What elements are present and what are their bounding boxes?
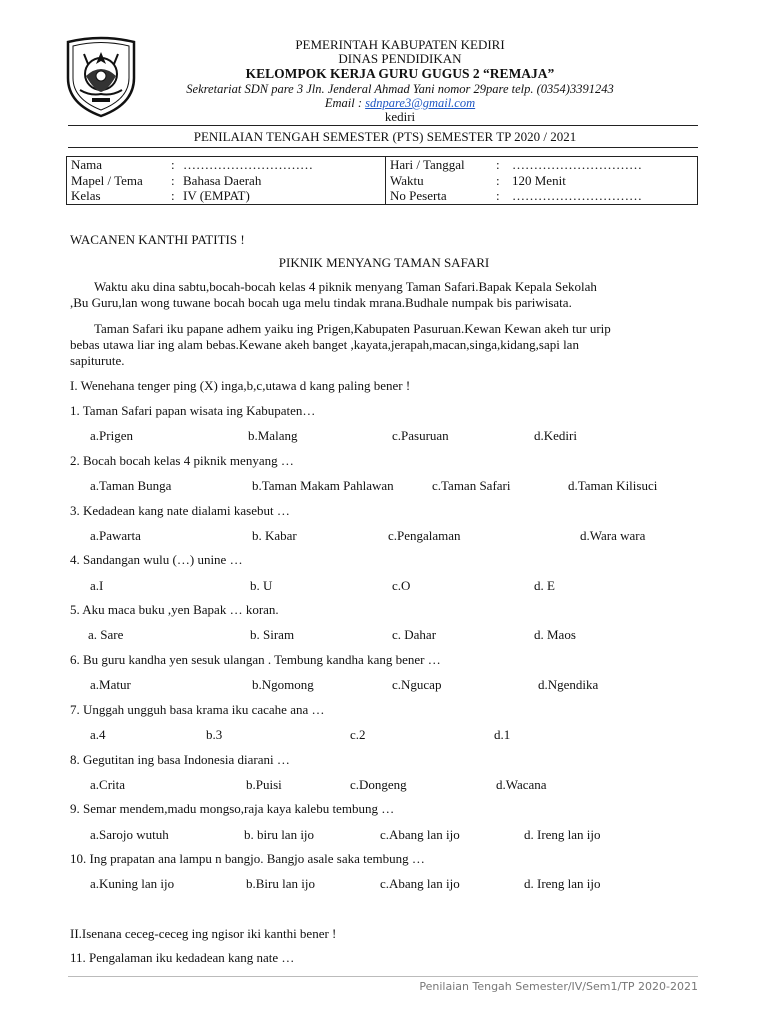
- info-row-class: [71, 188, 381, 204]
- info-sep: :: [171, 157, 175, 172]
- header-address: Sekretariat SDN pare 3 Jln. Jenderal Ahmad Yani nomor 29pare telp. (0354)3391243: [186, 82, 614, 96]
- answer-option[interactable]: c.Ngucap: [392, 677, 442, 692]
- kediri-regency-crest-icon: [62, 34, 140, 118]
- answer-option[interactable]: b.Ngomong: [252, 677, 314, 692]
- header-divider: [68, 125, 698, 126]
- answer-option[interactable]: d. Ireng lan ijo: [524, 827, 601, 842]
- question-text: 1. Taman Safari papan wisata ing Kabupaten…: [70, 403, 316, 418]
- answer-option[interactable]: a.Pawarta: [90, 528, 141, 543]
- reading-instruction: WACANEN KANTHI PATITIS !: [70, 232, 245, 247]
- answer-option[interactable]: d. Maos: [534, 627, 576, 642]
- answer-option[interactable]: c.Taman Safari: [432, 478, 511, 493]
- info-key: No Peserta: [390, 188, 447, 203]
- date-field[interactable]: …………………………: [512, 157, 642, 172]
- header-group: KELOMPOK KERJA GURU GUGUS 2 “REMAJA”: [245, 66, 555, 81]
- answer-option[interactable]: b.Taman Makam Pahlawan: [252, 478, 394, 493]
- info-key: Waktu: [390, 172, 424, 188]
- email-link[interactable]: sdnpare3@gmail.com: [365, 96, 476, 110]
- info-row-name: [71, 157, 381, 173]
- answer-option[interactable]: c.Abang lan ijo: [380, 876, 460, 891]
- answer-option[interactable]: d.Wara wara: [580, 528, 646, 543]
- name-field[interactable]: …………………………: [183, 157, 313, 172]
- answer-option[interactable]: c.Dongeng: [350, 777, 407, 792]
- info-row-subject: [71, 173, 381, 189]
- info-key: Hari / Tanggal: [390, 157, 465, 172]
- section-2-instruction: II.Isenana ceceg-ceceg ing ngisor iki kanthi bener !: [70, 926, 337, 941]
- answer-option[interactable]: a. Sare: [88, 627, 124, 642]
- answer-option[interactable]: b. Kabar: [252, 528, 297, 543]
- answer-option[interactable]: c.Pasuruan: [392, 428, 449, 443]
- answer-option[interactable]: b.Malang: [248, 428, 298, 443]
- paragraph-1-line-2: ,Bu Guru,lan wong tuwane bocah bocah uga melu tindak mrana.Budhale numpak bis pariwisata.: [70, 295, 572, 310]
- question-text: 4. Sandangan wulu (…) unine …: [70, 552, 243, 567]
- info-sep: :: [496, 157, 500, 172]
- paragraph-1-line-1: Waktu aku dina sabtu,bocah-bocah kelas 4 piknik menyang Taman Safari.Bapak Kepala Sekolah: [94, 279, 597, 294]
- header-city: kediri: [384, 109, 416, 124]
- question-text: 7. Unggah ungguh basa krama iku cacahe ana …: [70, 702, 325, 717]
- participant-number-field[interactable]: …………………………: [512, 188, 642, 203]
- answer-option[interactable]: a.Sarojo wutuh: [90, 827, 169, 842]
- answer-option[interactable]: b.3: [206, 727, 223, 742]
- answer-option[interactable]: c.O: [392, 578, 411, 593]
- question-text: 6. Bu guru kandha yen sesuk ulangan . Tembung kandha kang bener …: [70, 652, 441, 667]
- answer-option[interactable]: a.Matur: [90, 677, 131, 692]
- question-text: 10. Ing prapatan ana lampu n bangjo. Bangjo asale saka tembung …: [70, 851, 425, 866]
- question-text: 9. Semar mendem,madu mongso,raja kaya kalebu tembung …: [70, 801, 395, 816]
- answer-option[interactable]: d.Wacana: [496, 777, 547, 792]
- info-row-date: [390, 157, 693, 173]
- info-value: IV (EMPAT): [183, 188, 250, 203]
- answer-option[interactable]: c.Abang lan ijo: [380, 827, 460, 842]
- question-11-text: 11. Pengalaman iku kedadean kang nate …: [70, 950, 295, 965]
- footer-divider: [68, 976, 698, 977]
- question-text: 2. Bocah bocah kelas 4 piknik menyang …: [70, 453, 294, 468]
- answer-option[interactable]: b. Siram: [250, 627, 295, 642]
- story-title: PIKNIK MENYANG TAMAN SAFARI: [278, 255, 490, 270]
- answer-option[interactable]: d.Taman Kilisuci: [568, 478, 658, 493]
- info-key: Kelas: [71, 188, 101, 203]
- email-label: Email :: [324, 96, 366, 110]
- info-key: Mapel / Tema: [71, 172, 143, 188]
- answer-option[interactable]: a.Kuning lan ijo: [90, 876, 175, 891]
- answer-option[interactable]: a.Prigen: [90, 428, 133, 443]
- title-divider: [68, 147, 698, 148]
- answer-option[interactable]: d. Ireng lan ijo: [524, 876, 601, 891]
- info-value: 120 Menit: [512, 172, 566, 188]
- info-row-participant: [390, 188, 693, 204]
- paragraph-2-line-1: Taman Safari iku papane adhem yaiku ing Prigen,Kabupaten Pasuruan.Kewan Kewan akeh tur urip: [94, 321, 611, 336]
- info-key: Nama: [71, 157, 103, 172]
- info-value: Bahasa Daerah: [183, 172, 262, 188]
- question-text: 8. Gegutitan ing basa Indonesia diarani …: [70, 752, 290, 767]
- student-info-table: [66, 156, 698, 205]
- paragraph-2-line-3: sapiturute.: [70, 353, 125, 368]
- answer-option[interactable]: d.Kediri: [534, 428, 577, 443]
- info-left-cell: [67, 157, 386, 205]
- answer-option[interactable]: a.I: [90, 578, 104, 593]
- info-right-cell: [386, 157, 698, 205]
- section-1-instruction: I. Wenehana tenger ping (X) inga,b,c,utawa d kang paling bener !: [70, 378, 411, 393]
- answer-option[interactable]: c.2: [350, 727, 366, 742]
- info-sep: :: [496, 188, 500, 203]
- answer-option[interactable]: b.Puisi: [246, 777, 282, 792]
- answer-option[interactable]: b. U: [250, 578, 273, 593]
- info-sep: :: [496, 172, 500, 188]
- answer-option[interactable]: c.Pengalaman: [388, 528, 461, 543]
- answer-option[interactable]: a.Crita: [90, 777, 126, 792]
- answer-option[interactable]: b. biru lan ijo: [244, 827, 315, 842]
- answer-option[interactable]: d. E: [534, 578, 555, 593]
- info-sep: :: [171, 172, 175, 188]
- question-text: 3. Kedadean kang nate dialami kasebut …: [70, 503, 290, 518]
- info-row-time: [390, 173, 693, 189]
- answer-option[interactable]: c. Dahar: [392, 627, 437, 642]
- answer-option[interactable]: b.Biru lan ijo: [246, 876, 315, 891]
- exam-title: PENILAIAN TENGAH SEMESTER (PTS) SEMESTER TP 2020 / 2021: [193, 129, 577, 144]
- header-department: DINAS PENDIDIKAN: [338, 51, 462, 66]
- answer-option[interactable]: d.Ngendika: [538, 677, 599, 692]
- answer-option[interactable]: a.4: [90, 727, 106, 742]
- header-government: PEMERINTAH KABUPATEN KEDIRI: [295, 37, 505, 52]
- paragraph-2-line-2: bebas utawa liar ing alam bebas.Kewane akeh banget ,kayata,jerapah,macan,singa,kidang,sapi lan: [70, 337, 579, 352]
- header-email-line: [170, 96, 630, 110]
- answer-option[interactable]: a.Taman Bunga: [90, 478, 172, 493]
- page-footer: Penilaian Tengah Semester/IV/Sem1/TP 2020-2021: [419, 980, 698, 993]
- question-text: 5. Aku maca buku ,yen Bapak … koran.: [70, 602, 279, 617]
- info-sep: :: [171, 188, 175, 203]
- answer-option[interactable]: d.1: [494, 727, 511, 742]
